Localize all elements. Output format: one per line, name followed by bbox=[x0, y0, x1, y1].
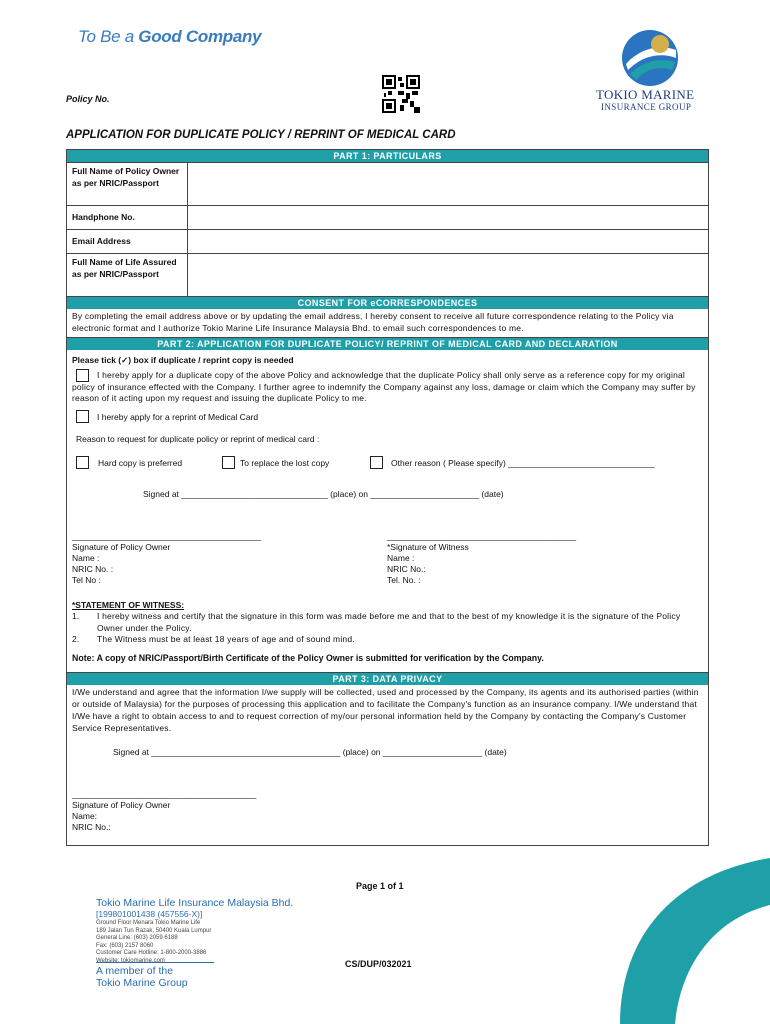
statement-text: The Witness must be at least 18 years of age and of sound mind. bbox=[97, 634, 355, 644]
witness-name-label: Name : bbox=[387, 553, 415, 563]
form-code: CS/DUP/032021 bbox=[345, 959, 412, 969]
consent-text: By completing the email address above or by updating the email address, I hereby consent to receive all future correspondence relating to the Policy via electronic format and I authorize Tokio Marine Life Insurance Malaysia Bhd. to email such correspondences to me. bbox=[72, 311, 674, 333]
footer-company-name: Tokio Marine Life Insurance Malaysia Bhd. bbox=[96, 897, 294, 909]
part3-header: PART 3: DATA PRIVACY bbox=[67, 672, 708, 685]
footer-registration: [199801001438 (457556-X)] bbox=[96, 909, 203, 919]
footer-divider bbox=[96, 962, 214, 963]
statement-num: 2. bbox=[72, 634, 80, 644]
member-line-2: Tokio Marine Group bbox=[96, 977, 188, 989]
tokio-marine-logo bbox=[620, 28, 680, 88]
part3-body bbox=[67, 685, 708, 845]
field-label: Handphone No. bbox=[67, 206, 188, 229]
field-label: Full Name of Life Assured as per NRIC/Passport bbox=[67, 254, 188, 296]
statement-title: *STATEMENT OF WITNESS: bbox=[72, 600, 185, 610]
witness-tel-label: Tel. No. : bbox=[387, 575, 421, 585]
lost-copy-checkbox[interactable] bbox=[222, 456, 235, 469]
reprint-label: I hereby apply for a reprint of Medical Card bbox=[97, 412, 259, 422]
witness-nric-label: NRIC No.: bbox=[387, 564, 426, 574]
witness-signature-title: *Signature of Witness bbox=[387, 542, 469, 552]
owner-tel-label: Tel No : bbox=[72, 575, 101, 585]
part3-signature-title: Signature of Policy Owner bbox=[72, 800, 171, 810]
company-tagline: To Be a Good Company bbox=[78, 27, 262, 46]
tick-instruction: Please tick (✓) box if duplicate / reprint copy is needed bbox=[72, 355, 294, 365]
part3-signed-at-line: Signed at ________________________________________ (place) on _____________________ (date) bbox=[113, 747, 507, 757]
signed-at-line: Signed at _______________________________ (place) on _______________________ (date) bbox=[143, 489, 504, 499]
owner-nric-label: NRIC No. : bbox=[72, 564, 114, 574]
handphone-input[interactable] bbox=[188, 206, 708, 229]
owner-name-label: Name : bbox=[72, 553, 100, 563]
part1-header: PART 1: PARTICULARS bbox=[67, 150, 708, 162]
field-label: Email Address bbox=[67, 230, 188, 253]
part2-header: PART 2: APPLICATION FOR DUPLICATE POLICY/ REPRINT OF MEDICAL CARD AND DECLARATION bbox=[67, 337, 708, 350]
other-reason-label: Other reason ( Please specify) _______________________________ bbox=[391, 458, 655, 468]
member-line-1: A member of the bbox=[96, 965, 174, 977]
page-number: Page 1 of 1 bbox=[356, 881, 404, 891]
brand-name: TOKIO MARINE bbox=[596, 87, 695, 102]
hard-copy-label: Hard copy is preferred bbox=[98, 458, 183, 468]
consent-header: CONSENT FOR eCORRESPONDENCES bbox=[67, 296, 708, 309]
decorative-swoosh bbox=[560, 850, 770, 1024]
reprint-checkbox[interactable] bbox=[76, 410, 89, 423]
data-privacy-text: I/We understand and agree that the information I/we supply will be collected, used and processed by the Company, its agents and its authorised parties (within or outside of Malaysia) for the purposes of processing this application and to facilitate the Company's function as an insurance company. I/We understand that I/We have a right to obtain access to and to request correction of my/our personal information held by the Company by contacting the Company's Customer Service Representatives. bbox=[72, 687, 699, 733]
field-row-life-assured bbox=[67, 253, 708, 296]
lost-copy-label: To replace the lost copy bbox=[240, 458, 330, 468]
signature-line: ________________________________________ bbox=[72, 531, 262, 541]
signature-line: _______________________________________ bbox=[72, 789, 257, 799]
owner-name-input[interactable] bbox=[188, 163, 708, 205]
part3-signature-block bbox=[72, 789, 256, 833]
field-row-email bbox=[67, 229, 708, 253]
footer-address: Ground Floor Menara Tokio Marine Life 189 Jalan Tun Razak, 50400 Kuala Lumpur General Line: (603) 2059 6188 Fax: (603) 2157 8060 Customer Care Hotline: 1-800-2000-3886 Website: tokiomarine.com bbox=[96, 920, 212, 964]
life-assured-input[interactable] bbox=[188, 254, 708, 296]
other-reason-checkbox[interactable] bbox=[370, 456, 383, 469]
document-title: APPLICATION FOR DUPLICATE POLICY / REPRINT OF MEDICAL CARD bbox=[66, 129, 456, 141]
qr-code bbox=[382, 75, 420, 113]
statement-num: 1. bbox=[72, 611, 80, 621]
part3-name-label: Name: bbox=[72, 811, 98, 821]
part2-body bbox=[67, 350, 708, 672]
policy-no-label: Policy No. bbox=[66, 94, 110, 104]
owner-signature-title: Signature of Policy Owner bbox=[72, 542, 171, 552]
statement-text: I hereby witness and certify that the signature in this form was made before me and that to the best of my knowledge it is the signature of the Policy Owner under the Policy. bbox=[97, 611, 681, 633]
brand-subtitle: INSURANCE GROUP bbox=[601, 102, 692, 112]
reason-label: Reason to request for duplicate policy or reprint of medical card : bbox=[76, 434, 320, 444]
email-input[interactable] bbox=[188, 230, 708, 253]
verification-note: Note: A copy of NRIC/Passport/Birth Certificate of the Policy Owner is submitted for verification by the Company. bbox=[72, 653, 544, 663]
member-statement bbox=[96, 965, 188, 989]
signature-line: ________________________________________ bbox=[387, 531, 577, 541]
field-label: Full Name of Policy Owner as per NRIC/Passport bbox=[67, 163, 188, 205]
witness-signature-block bbox=[387, 531, 576, 586]
owner-signature-block bbox=[72, 531, 261, 586]
field-row-owner-name bbox=[67, 162, 708, 205]
application-form bbox=[66, 149, 709, 846]
part3-nric-label: NRIC No.: bbox=[72, 822, 111, 832]
field-row-handphone bbox=[67, 205, 708, 229]
duplicate-declaration: I hereby apply for a duplicate copy of the above Policy and acknowledge that the duplicate Policy shall only serve as a reference copy for my original policy of insurance effected with the Company. I further agree to indemnify the Company against any loss, damage or claim which the Company may suffer by reason of it acting upon my request and issuing the duplicate Policy to me. bbox=[72, 370, 696, 403]
witness-statements bbox=[72, 611, 697, 646]
hard-copy-checkbox[interactable] bbox=[76, 456, 89, 469]
